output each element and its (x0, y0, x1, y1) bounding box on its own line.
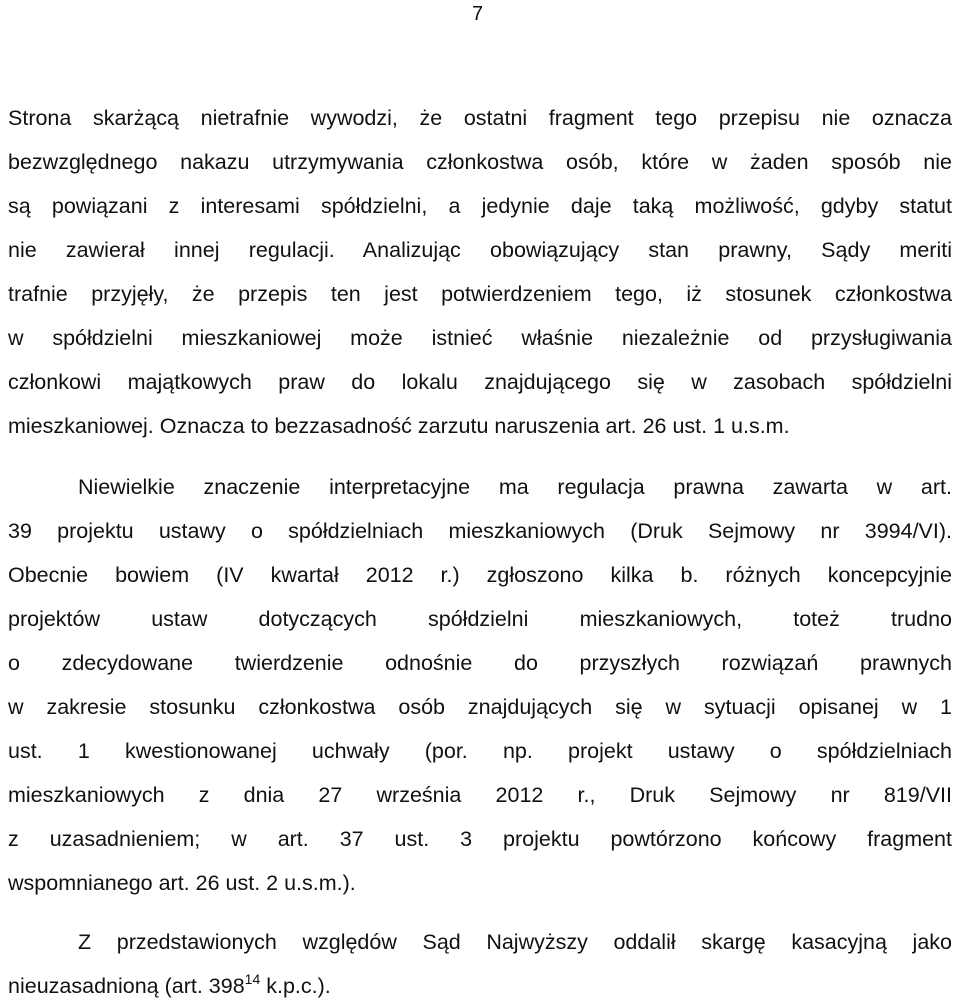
text-line: Obecnie bowiem (IV kwartał 2012 r.) zgłoszono kilka b. różnych koncepcyjnie (8, 563, 952, 587)
text-line: bezwzględnego nakazu utrzymywania członkostwa osób, które w żaden sposób nie (8, 150, 952, 174)
paragraph-1 (8, 96, 952, 448)
page-number: 7 (472, 3, 484, 25)
text-line: mieszkaniowych z dnia 27 września 2012 r., Druk Sejmowy nr 819/VII (8, 783, 952, 807)
text-line: Strona skarżącą nietrafnie wywodzi, że ostatni fragment tego przepisu nie oznacza (8, 106, 952, 130)
text-line: Niewielkie znaczenie interpretacyjne ma regulacja prawna zawarta w art. (78, 475, 952, 499)
text-line: nie zawierał innej regulacji. Analizując obowiązujący stan prawny, Sądy meriti (8, 238, 952, 262)
text-line: trafnie przyjęły, że przepis ten jest potwierdzeniem tego, iż stosunek członkostwa (8, 282, 952, 306)
superscript: 14 (244, 971, 261, 987)
text-line: wspomnianego art. 26 ust. 2 u.s.m.). (8, 871, 356, 895)
final-text-before: nieuzasadnioną (art. 398 (8, 974, 245, 998)
text-line: Z przedstawionych względów Sąd Najwyższy oddalił skargę kasacyjną jako (78, 930, 952, 954)
paragraph-2 (8, 465, 952, 905)
text-line: projektów ustaw dotyczących spółdzielni mieszkaniowych, toteż trudno (8, 607, 952, 631)
text-line: są powiązani z interesami spółdzielni, a jedynie daje taką możliwość, gdyby statut (8, 194, 952, 218)
paragraph-3 (8, 920, 952, 1008)
text-line: ust. 1 kwestionowanej uchwały (por. np. projekt ustawy o spółdzielniach (8, 739, 952, 763)
text-line: o zdecydowane twierdzenie odnośnie do przyszłych rozwiązań prawnych (8, 651, 952, 675)
text-line: w spółdzielni mieszkaniowej może istnieć właśnie niezależnie od przysługiwania (8, 326, 952, 350)
text-line: z uzasadnieniem; w art. 37 ust. 3 projektu powtórzono końcowy fragment (8, 827, 952, 851)
text-line: 39 projektu ustawy o spółdzielniach mieszkaniowych (Druk Sejmowy nr 3994/VI). (8, 519, 952, 543)
final-text-after: k.p.c.). (260, 974, 331, 998)
text-line-final (8, 964, 952, 1008)
text-line: mieszkaniowej. Oznacza to bezzasadność zarzutu naruszenia art. 26 ust. 1 u.s.m. (8, 414, 790, 438)
text-line: w zakresie stosunku członkostwa osób znajdujących się w sytuacji opisanej w 1 (8, 695, 952, 719)
text-line: członkowi majątkowych praw do lokalu znajdującego się w zasobach spółdzielni (8, 370, 952, 394)
